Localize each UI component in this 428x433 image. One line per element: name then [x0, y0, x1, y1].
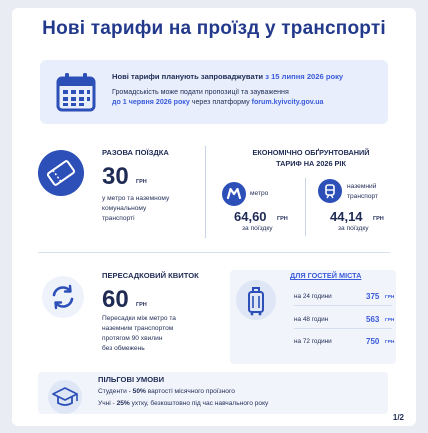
guest-72h-label: на 72 години	[294, 338, 332, 345]
transfer-price: 60	[102, 286, 129, 313]
metro-note: за поїздку	[242, 225, 273, 232]
banner-deadline: до 1 червня 2026 року через платформу forum.kyivcity.gov.ua	[112, 98, 324, 106]
metro-unit: ГРН	[277, 216, 288, 222]
refresh-icon	[42, 276, 84, 318]
ground-transport-label: наземний транспорт	[347, 183, 379, 200]
single-trip-unit: ГРН	[136, 179, 147, 185]
guest-48h-label: на 48 годин	[294, 316, 329, 323]
infographic-page	[12, 8, 416, 426]
ground-transport-price: 44,14	[330, 209, 363, 224]
guest-24h-price: 375	[366, 292, 380, 301]
divider	[205, 146, 206, 238]
ground-transport-unit: ГРН	[373, 216, 384, 222]
single-trip-desc: у метро та наземному комунальному транспорті	[102, 195, 170, 222]
single-trip-label: РАЗОВА ПОЇЗДКА	[102, 148, 169, 157]
guest-24h-label: на 24 години	[294, 293, 332, 300]
divider	[305, 178, 306, 236]
guest-72h-price: 750	[366, 337, 380, 346]
row-divider	[294, 328, 392, 329]
row-divider	[294, 305, 392, 306]
guest-72h-unit: ГРН	[385, 340, 395, 345]
transfer-label: ПЕРЕСАДКОВИЙ КВИТОК	[102, 271, 199, 280]
economic-tariff-title: ЕКОНОМІЧНО ОБҐРУНТОВАНИЙ ТАРИФ НА 2026 РІК	[252, 148, 370, 168]
ground-transport-note: за поїздку	[338, 225, 369, 232]
section-divider	[38, 252, 390, 253]
metro-icon	[222, 182, 246, 206]
forum-link[interactable]: forum.kyivcity.gov.ua	[251, 98, 324, 106]
transfer-desc: Пересадки між метро та наземним транспортом протягом 90 хвилин без обмежень	[102, 315, 176, 352]
guests-title: ДЛЯ ГОСТЕЙ МІСТА	[290, 271, 362, 280]
suitcase-icon	[236, 280, 276, 320]
benefits-students: Студенти - 50% вартості місячного проїзного	[98, 388, 235, 395]
tram-icon	[318, 179, 342, 203]
dates-banner	[40, 60, 388, 124]
metro-label: метро	[250, 190, 269, 197]
banner-feedback-text: Громадськість може подати пропозиції та зауваження	[112, 88, 289, 96]
metro-price: 64,60	[234, 209, 267, 224]
guest-48h-price: 563	[366, 315, 380, 324]
page-number: 1/2	[392, 413, 404, 422]
guest-48h-unit: ГРН	[385, 318, 395, 323]
transfer-unit: ГРН	[136, 302, 147, 308]
page-title: Нові тарифи на проїзд у транспорті	[42, 18, 386, 39]
banner-start-date: Нові тарифи планують запроваджувати з 15 липня 2026 року	[112, 72, 344, 81]
benefits-pupils: Учні - 25% ухтку, безкоштовно під час навчального року	[98, 400, 269, 407]
ticket-icon	[38, 150, 84, 196]
guest-24h-unit: ГРН	[385, 295, 395, 300]
benefits-title: ПІЛЬГОВІ УМОВИ	[98, 375, 165, 384]
graduation-cap-icon	[48, 380, 82, 414]
single-trip-price: 30	[102, 163, 129, 190]
calendar-icon	[54, 70, 98, 114]
